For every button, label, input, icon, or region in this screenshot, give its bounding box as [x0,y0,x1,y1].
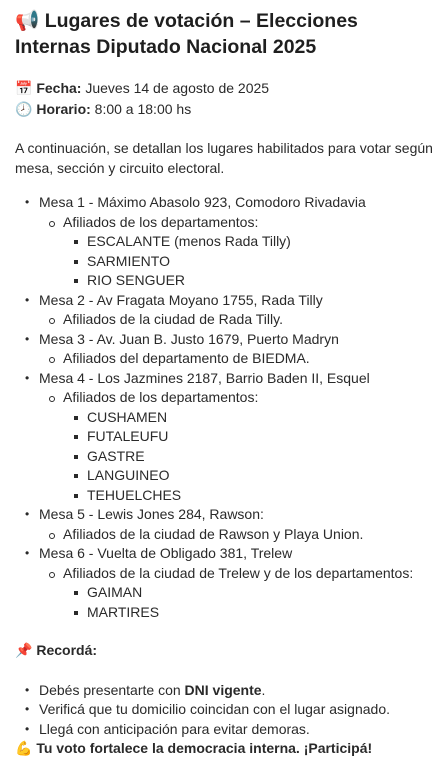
mesa-label: Mesa 1 - Máximo Abasolo 923, Comodoro Rivadavia [39,194,366,210]
affiliates-group-text: Afiliados de los departamentos: [63,389,259,405]
event-details [15,79,437,120]
affiliates-group-text: Afiliados de la ciudad de Trelew y de los departamentos: [63,564,414,581]
affiliates-group [39,310,437,330]
affiliates-group-text: Afiliados de la ciudad de Rawson y Playa Union. [63,525,364,542]
mesa-label: Mesa 6 - Vuelta de Obligado 381, Trelew [39,545,293,561]
page-title-text: Lugares de votación – Elecciones Internas Diputado Nacional 2025 [15,10,358,58]
mesa-item [15,291,437,330]
calendar-icon: 📅 [15,81,33,97]
department-item: ESCALANTE (menos Rada Tilly) [63,232,437,252]
clock-icon: 🕗 [15,101,33,118]
affiliates-group-text: Afiliados de la ciudad de Rada Tilly. [63,311,283,327]
department-item: TEHUELCHES [63,486,437,506]
intro-paragraph: A continuación, se detallan los lugares habilitados para votar según mesa, sección y circuito electoral. [15,140,433,176]
closing-text: Tu voto fortalece la democracia interna. ¡Participá! [36,740,373,756]
affiliates-group [39,349,437,369]
mesa-groups [39,213,437,291]
department-item: MARTIRES [63,603,437,623]
reminder-heading-text: Recordá: [36,642,98,658]
reminder-heading [15,641,437,662]
mesa-item [15,193,437,291]
mesa-label: Mesa 3 - Av. Juan B. Justo 1679, Puerto Madryn [39,330,339,347]
affiliates-group-text: Afiliados de los departamentos: [63,213,259,230]
reminder-before-text: Verificá que tu domicilio coincidan con el lugar asignado. [39,701,390,717]
reminders-list [15,681,437,740]
reminder-item [15,700,437,720]
affiliates-group [39,525,437,545]
affiliates-group [39,388,437,505]
department-list [63,232,437,291]
department-list [63,583,437,622]
department-item: CUSHAMEN [63,408,437,428]
date-label: Fecha: [36,80,82,96]
department-item: GAIMAN [63,583,437,603]
mesa-item [15,330,437,369]
date-value: Jueves 14 de agosto de 2025 [85,80,270,96]
department-item: LANGUINEO [63,466,437,486]
affiliates-group-text: Afiliados del departamento de BIEDMA. [63,350,310,366]
reminder-before-text: Debés presentarte con [39,681,185,698]
schedule-value: 8:00 a 18:00 hs [94,100,192,117]
mesa-groups [39,349,437,369]
page-title [15,8,437,60]
reminder-bold-text: DNI vigente [184,681,262,698]
department-list [63,408,437,506]
department-item: RIO SENGUER [63,271,437,291]
reminder-item [15,681,437,701]
mesa-item [15,369,437,506]
affiliates-group [39,564,437,623]
reminder-before-text: Llegá con anticipación para evitar demoras. [39,720,310,737]
reminder-after-text: . [261,681,266,698]
mesa-groups [39,525,437,545]
date-line [15,79,437,100]
department-item: SARMIENTO [63,252,437,272]
affiliates-group [39,213,437,291]
mesa-label: Mesa 5 - Lewis Jones 284, Rawson: [39,506,264,522]
mesa-label: Mesa 2 - Av Fragata Moyano 1755, Rada Tilly [39,291,323,308]
mesa-item [15,505,437,544]
mesa-item [15,544,437,622]
mesa-label: Mesa 4 - Los Jazmines 2187, Barrio Baden II, Esquel [39,369,370,386]
polling-places-list [15,193,437,622]
pushpin-icon: 📌 [15,643,33,659]
schedule-label: Horario: [36,100,91,117]
mesa-groups [39,388,437,505]
department-item: GASTRE [63,447,437,467]
department-item: FUTALEUFU [63,427,437,447]
closing-line [15,739,437,760]
flexed-biceps-icon: 💪 [15,741,33,757]
megaphone-icon: 📢 [15,9,40,32]
schedule-line [15,100,437,121]
mesa-groups [39,310,437,330]
reminder-item [15,720,437,740]
mesa-groups [39,564,437,623]
